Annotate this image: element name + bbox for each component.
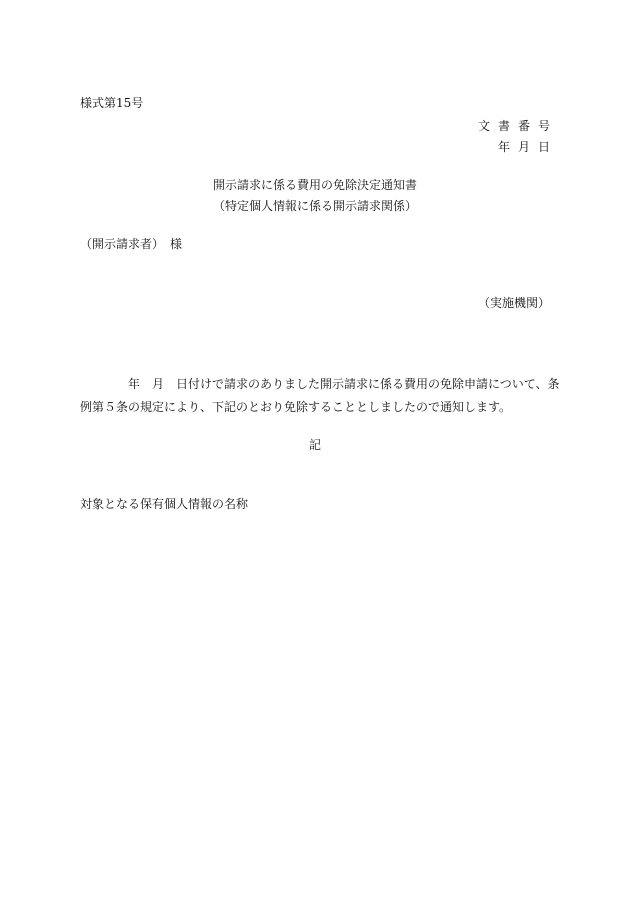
date-label: 年月日 [497,140,558,154]
target-info-label: 対象となる保有個人情報の名称 [80,497,249,511]
form-number: 様式第15号 [80,96,144,110]
recipient: （開示請求者） 様 [80,237,183,251]
document-title [0,175,630,217]
body-paragraph [80,373,560,419]
body-line-1: 年 月 日付けで請求のありました開示請求に係る費用の免除申請について、条 [128,377,560,391]
issuer: （実施機関） [477,296,550,310]
title-line-2: （特定個人情報に係る開示請求関係） [212,199,417,213]
document-number-block [477,116,558,158]
document-number-label: 文書番号 [477,119,558,133]
body-line-2: 例第５条の規定により、下記のとおり免除することとしましたので通知します。 [80,400,512,414]
ki-marker: 記 [308,438,321,452]
title-line-1: 開示請求に係る費用の免除決定通知書 [212,178,417,192]
